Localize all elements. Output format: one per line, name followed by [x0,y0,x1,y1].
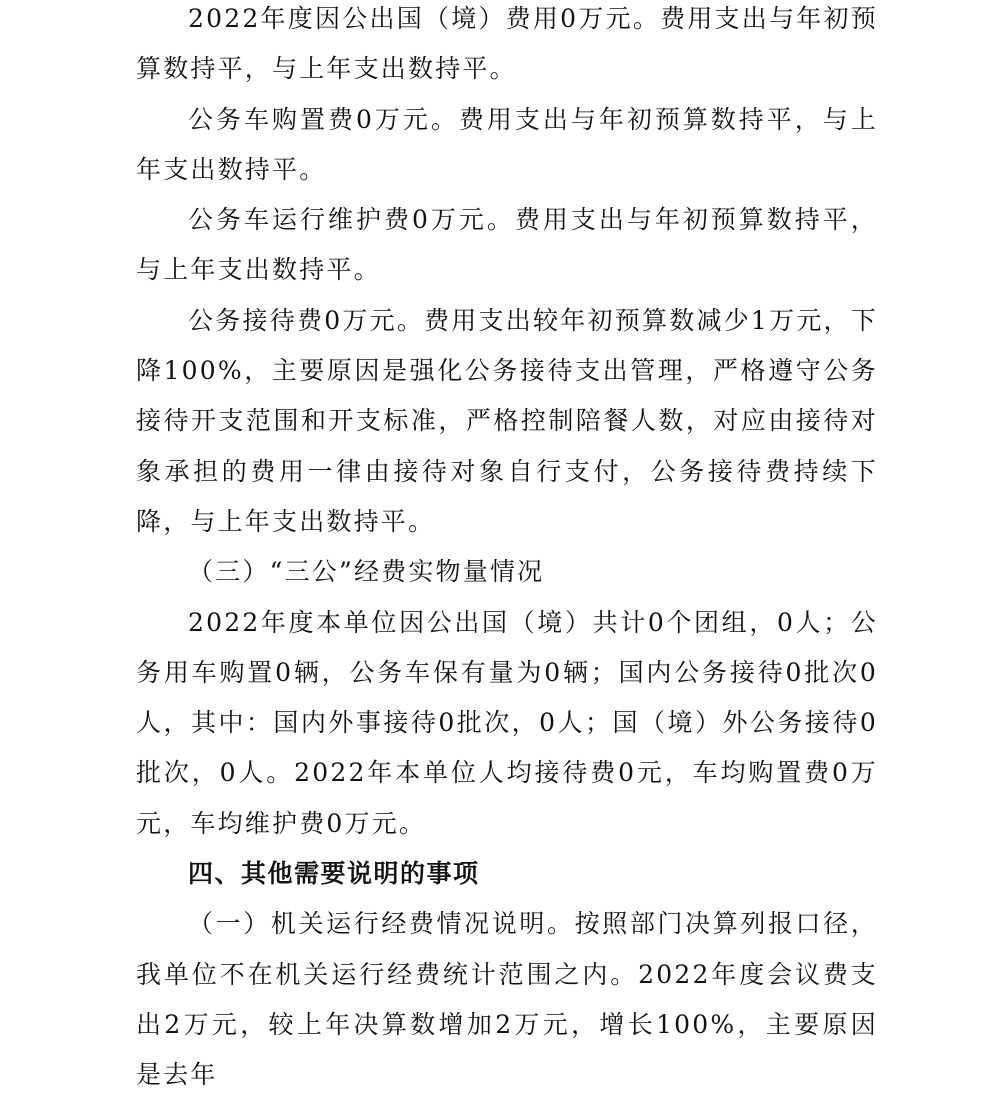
paragraph-physical-quantity: 2022年度本单位因公出国（境）共计0个团组，0人；公务用车购置0辆，公务车保有量为0辆；国内公务接待0批次0人，其中：国内外事接待0批次，0人；国（境）外公务接待0批次，0人。2022年本单位人均接待费0元，车均购置费0万元，车均维护费0万元。 [136,607,878,838]
paragraph-overseas-expense: 2022年度因公出国（境）费用0万元。费用支出与年初预算数持平，与上年支出数持平。 [136,4,878,84]
paragraph-vehicle-purchase: 公务车购置费0万元。费用支出与年初预算数持平，与上年支出数持平。 [136,104,878,184]
paragraph-vehicle-maintenance: 公务车运行维护费0万元。费用支出与年初预算数持平，与上年支出数持平。 [136,205,878,285]
paragraph-reception-expense: 公务接待费0万元。费用支出较年初预算数减少1万元，下降100%，主要原因是强化公务接待支出管理，严格遵守公务接待开支范围和开支标准，严格控制陪餐人数，对应由接待对象承担的费用一律由接待对象自行支付，公务接待费持续下降，与上年支出数持平。 [136,305,878,536]
paragraph-operating-expenses: （一）机关运行经费情况说明。按照部门决算列报口径，我单位不在机关运行经费统计范围之内。2022年度会议费支出2万元，较上年决算数增加2万元，增长100%，主要原因是去年 [136,909,878,1090]
section-heading-other-matters: 四、其他需要说明的事项 [188,859,480,889]
document-page [136,0,878,1101]
section-heading-physical-quantity: （三）“三公”经费实物量情况 [188,557,545,587]
